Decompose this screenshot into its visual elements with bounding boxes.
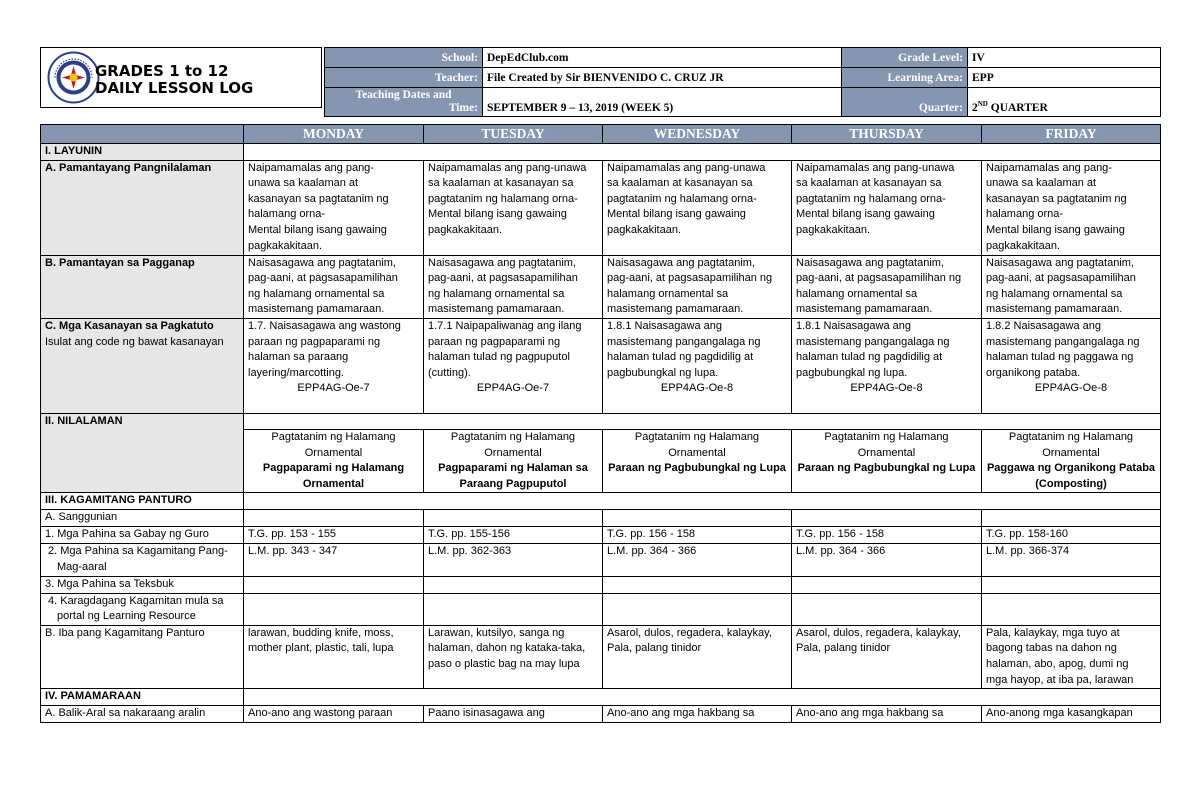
table-row — [41, 510, 1161, 527]
cell-monday — [244, 593, 424, 625]
learning-area-value: EPP — [968, 68, 1161, 88]
cell-wednesday: T.G. pp. 156 - 158 — [603, 527, 792, 544]
row-label: 2. Mga Pahina sa Kagamitang Pang-Mag-aaral — [41, 544, 244, 576]
section-title-layunin: I. LAYUNIN — [45, 145, 103, 157]
competency-code: EPP4AG-Oe-8 — [1034, 382, 1108, 395]
cell-monday: L.M. pp. 343 - 347 — [244, 544, 424, 576]
section-row-layunin — [41, 144, 1161, 161]
row-label-pamantayang-pangnilalaman: A. Pamantayang Pangnilalaman — [45, 161, 212, 174]
day-header-tuesday: TUESDAY — [424, 125, 603, 144]
cell-wednesday: Naipamamalas ang pang-unawa sa kaalaman at kasanayan sa pagtatanim ng halamang orna- Mental bilang isang gawaing pagkakakitaan. — [603, 160, 792, 255]
row-label: A. Balik-Aral sa nakaraang aralin — [41, 706, 244, 723]
row-label: 1. Mga Pahina sa Gabay ng Guro — [41, 527, 244, 544]
cell-friday: Ano-anong mga kasangkapan — [982, 706, 1161, 723]
subtopic: Paraan ng Pagbubungkal ng Lupa — [797, 462, 976, 475]
topic: Pagtatanim ng Halamang Ornamental — [824, 430, 949, 459]
header-info-table — [324, 47, 1161, 117]
row-label-pamantayan-pagganap: B. Pamantayan sa Pagganap — [45, 256, 195, 269]
cell-wednesday: L.M. pp. 364 - 366 — [603, 544, 792, 576]
topic: Pagtatanim ng Halamang Ornamental — [271, 430, 396, 459]
table-row — [41, 706, 1161, 723]
cell-monday: T.G. pp. 153 - 155 — [244, 527, 424, 544]
section-blank — [244, 689, 1161, 706]
cell-monday — [244, 510, 424, 527]
day-header-blank — [41, 125, 244, 144]
section-title-pamamaraan: IV. PAMAMARAAN — [45, 690, 141, 703]
table-row — [41, 625, 1161, 688]
cell-wednesday — [603, 510, 792, 527]
section-label — [41, 493, 244, 510]
day-header-wednesday: WEDNESDAY — [603, 125, 792, 144]
row-label-kasanayan: C. Mga Kasanayan sa Pagkatuto — [45, 319, 214, 332]
title-line-2: DAILY LESSON LOG — [95, 79, 254, 97]
competency-code: EPP4AG-Oe-8 — [660, 382, 734, 395]
table-row — [41, 160, 1161, 255]
cell-thursday: Asarol, dulos, regadera, kalaykay, Pala, palang tinidor — [792, 625, 982, 688]
subtopic: Paraan ng Pagbubungkal ng Lupa — [608, 462, 786, 475]
header-title-box — [40, 47, 322, 108]
cell-monday: 1.7. Naisasagawa ang wastong paraan ng pagpaparami ng halaman sa paraang layering/marcotting. EPP4AG-Oe-7 — [244, 318, 424, 413]
cell-monday: Ano-ano ang wastong paraan — [244, 706, 424, 723]
competency-code: EPP4AG-Oe-7 — [297, 382, 370, 395]
table-row — [41, 593, 1161, 625]
cell-thursday — [792, 429, 982, 492]
cell-tuesday — [424, 429, 603, 492]
teaching-dates-label — [325, 88, 483, 117]
cell-thursday — [792, 576, 982, 593]
quarter-value — [968, 88, 1161, 117]
cell-thursday: Ano-ano ang mga hakbang sa — [792, 706, 982, 723]
cell-tuesday: Naipamamalas ang pang-unawa sa kaalaman at kasanayan sa pagtatanim ng halamang orna- Mental bilang isang gawaing pagkakakitaan. — [424, 160, 603, 255]
cell-tuesday: 1.7.1 Naipapaliwanag ang ilang paraan ng pagpaparami ng halaman tulad ng pagpuputol (cutting). EPP4AG-Oe-7 — [424, 318, 603, 413]
row-label: B. Iba pang Kagamitang Panturo — [41, 625, 244, 688]
cell-wednesday — [603, 429, 792, 492]
lesson-log-table — [40, 124, 1161, 723]
quarter-text: QUARTER — [987, 102, 1048, 114]
cell-friday — [982, 593, 1161, 625]
day-header-monday: MONDAY — [244, 125, 424, 144]
cell-thursday: Naipamamalas ang pang-unawa sa kaalaman at kasanayan sa pagtatanim ng halamang orna- Mental bilang isang gawaing pagkakakitaan. — [792, 160, 982, 255]
cell-monday: Naisasagawa ang pagtatanim, pag-aani, at pagsasapamilihan ng halamang ornamental sa masistemang pamamaraan. — [244, 255, 424, 318]
quarter-number: 2 — [972, 102, 978, 114]
cell-friday: T.G. pp. 158-160 — [982, 527, 1161, 544]
cell-friday — [982, 429, 1161, 492]
cell-wednesday: Ano-ano ang mga hakbang sa — [603, 706, 792, 723]
table-row — [41, 544, 1161, 576]
cell-friday: 1.8.2 Naisasagawa ang masistemang pangangalaga ng halaman tulad ng paggawa ng organikong pataba. EPP4AG-Oe-8 — [982, 318, 1161, 413]
teacher-value: File Created by Sir BIENVENIDO C. CRUZ JR — [483, 68, 842, 88]
cell-friday: Pala, kalaykay, mga tuyo at bagong tabas na dahon ng halaman, abo, apog, dumi ng mga hayop, at iba pa, larawan — [982, 625, 1161, 688]
table-row — [41, 318, 1161, 413]
section-label — [41, 413, 244, 492]
teacher-label: Teacher: — [325, 68, 483, 88]
section-title-kagamitan: III. KAGAMITANG PANTURO — [45, 494, 192, 507]
grade-level-value: IV — [968, 48, 1161, 68]
competency-code: EPP4AG-Oe-8 — [850, 382, 923, 395]
cell-friday: Naisasagawa ang pagtatanim, pag-aani, at pagsasapamilihan ng halamang ornamental sa masistemang pamamaraan. — [982, 255, 1161, 318]
table-row — [41, 527, 1161, 544]
teaching-dates-label-line2: Time: — [448, 102, 478, 114]
topic: Pagtatanim ng Halamang Ornamental — [1008, 430, 1134, 459]
row-label — [41, 255, 244, 318]
cell-thursday — [792, 593, 982, 625]
cell-thursday: L.M. pp. 364 - 366 — [792, 544, 982, 576]
cell-monday: Naipamamalas ang pang- unawa sa kaalaman at kasanayan sa pagtatanim ng halamang orna- Mental bilang isang gawaing pagkakakitaan. — [244, 160, 424, 255]
row-label: 4. Karagdagang Kagamitan mula sa portal ng Learning Resource — [41, 593, 244, 625]
cell-wednesday: Asarol, dulos, regadera, kalaykay, Pala, palang tinidor — [603, 625, 792, 688]
row-label — [41, 318, 244, 413]
document-title — [95, 63, 253, 97]
cell-tuesday: Naisasagawa ang pagtatanim, pag-aani, at pagsasapamilihan ng halamang ornamental sa masistemang pamamaraan. — [424, 255, 603, 318]
cell-tuesday: L.M. pp. 362-363 — [424, 544, 603, 576]
cell-friday: L.M. pp. 366-374 — [982, 544, 1161, 576]
cell-tuesday — [424, 510, 603, 527]
cell-friday: Naipamamalas ang pang- unawa sa kaalaman at kasanayan sa pagtatanim ng halamang orna- Mental bilang isang gawaing pagkakakitaan. — [982, 160, 1161, 255]
cell-tuesday: Larawan, kutsilyo, sanga ng halaman, dahon ng kataka-taka, paso o plastic bag na may lupa — [424, 625, 603, 688]
subtopic: Pagpaparami ng Halamang Ornamental — [262, 462, 405, 490]
cell-wednesday — [603, 576, 792, 593]
row-label: 3. Mga Pahina sa Teksbuk — [41, 576, 244, 593]
section-row-kagamitan — [41, 493, 1161, 510]
day-header-thursday: THURSDAY — [792, 125, 982, 144]
cell-monday: larawan, budding knife, moss, mother plant, plastic, tali, lupa — [244, 625, 424, 688]
section-label — [41, 144, 244, 161]
cell-tuesday — [424, 593, 603, 625]
school-label: School: — [325, 48, 483, 68]
row-sublabel-kasanayan: Isulat ang code ng bawat kasanayan — [45, 335, 224, 348]
section-title-nilalaman: II. NILALAMAN — [45, 414, 123, 427]
grade-level-label: Grade Level: — [842, 48, 968, 68]
title-line-1: GRADES 1 to 12 — [95, 62, 229, 80]
cell-thursday — [792, 510, 982, 527]
subtopic: Pagpaparami ng Halaman sa Paraang Pagpuputol — [438, 462, 588, 490]
row-label: A. Sanggunian — [41, 510, 244, 527]
topic: Pagtatanim ng Halamang Ornamental — [634, 430, 760, 459]
quarter-label: Quarter: — [842, 88, 968, 117]
cell-tuesday: Paano isinasagawa ang — [424, 706, 603, 723]
cell-wednesday: 1.8.1 Naisasagawa ang masistemang pangangalaga ng halaman tulad ng pagdidilig at pagbubungkal ng lupa. EPP4AG-Oe-8 — [603, 318, 792, 413]
cell-monday — [244, 429, 424, 492]
teaching-dates-value: SEPTEMBER 9 – 13, 2019 (WEEK 5) — [483, 88, 842, 117]
table-row — [41, 576, 1161, 593]
topic: Pagtatanim ng Halamang Ornamental — [450, 430, 576, 459]
cell-wednesday: Naisasagawa ang pagtatanim, pag-aani, at pagsasapamilihan ng halamang ornamental sa masistemang pamamaraan. — [603, 255, 792, 318]
cell-monday — [244, 576, 424, 593]
table-row — [41, 255, 1161, 318]
deped-seal-icon — [47, 51, 100, 104]
cell-thursday: T.G. pp. 156 - 158 — [792, 527, 982, 544]
section-blank — [244, 413, 1161, 429]
cell-friday — [982, 576, 1161, 593]
section-row-nilalaman — [41, 413, 1161, 429]
row-label — [41, 160, 244, 255]
competency-code: EPP4AG-Oe-7 — [476, 382, 550, 395]
school-value: DepEdClub.com — [483, 48, 842, 68]
learning-area-label: Learning Area: — [842, 68, 968, 88]
day-header-friday: FRIDAY — [982, 125, 1161, 144]
cell-tuesday — [424, 576, 603, 593]
cell-thursday: 1.8.1 Naisasagawa ang masistemang pangangalaga ng halaman tulad ng pagdidilig at pagbubungkal ng lupa. EPP4AG-Oe-8 — [792, 318, 982, 413]
cell-tuesday: T.G. pp. 155-156 — [424, 527, 603, 544]
section-row-pamamaraan — [41, 689, 1161, 706]
section-blank — [244, 144, 1161, 161]
teaching-dates-label-line1: Teaching Dates and — [355, 89, 452, 101]
quarter-suffix: ND — [977, 100, 988, 109]
cell-thursday: Naisasagawa ang pagtatanim, pag-aani, at pagsasapamilihan ng halamang ornamental sa masistemang pamamaraan. — [792, 255, 982, 318]
cell-wednesday — [603, 593, 792, 625]
section-blank — [244, 493, 1161, 510]
subtopic: Paggawa ng Organikong Pataba (Composting) — [986, 462, 1156, 490]
day-header-row — [41, 125, 1161, 144]
section-label — [41, 689, 244, 706]
cell-friday — [982, 510, 1161, 527]
